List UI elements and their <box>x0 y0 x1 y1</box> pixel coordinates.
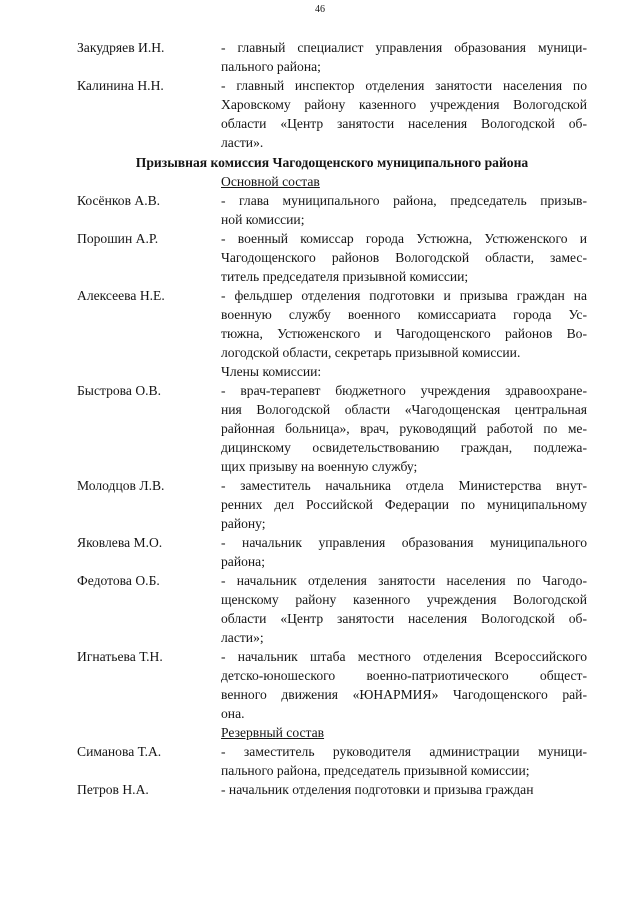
role-line: - фельдшер отделения подготовки и призыва граждан на <box>221 288 587 303</box>
members-heading: Члены комиссии: <box>221 364 322 379</box>
role-line: - врач-терапевт бюджетного учреждения здравоохране- <box>221 383 587 398</box>
role-line: пального района; <box>221 59 321 74</box>
role-line: щенскому району казенного учреждения Вологодской <box>221 592 587 607</box>
person-entry <box>77 533 587 571</box>
role-line: логодской области, секретарь призывной комиссии. <box>221 345 521 360</box>
person-entry <box>77 571 587 647</box>
person-name: Порошин А.Р. <box>77 231 159 246</box>
role-line: области «Центр занятости населения Вологодской об- <box>221 611 587 626</box>
page-number: 46 <box>315 4 325 15</box>
role-line: военную службу военного комиссариата города Ус- <box>221 307 587 322</box>
person-entry <box>77 476 587 533</box>
person-role <box>221 381 587 476</box>
role-line: - заместитель руководителя администрации муници- <box>221 744 587 759</box>
person-name: Закудряев И.Н. <box>77 40 165 55</box>
person-role <box>221 191 587 229</box>
role-line: ласти». <box>221 135 264 150</box>
role-line: пального района, председатель призывной комиссии; <box>221 763 530 778</box>
role-line: дицинскому освидетельствованию граждан, подлежа- <box>221 440 587 455</box>
person-role <box>221 286 587 362</box>
person-role <box>221 571 587 647</box>
role-line: - начальник отделения подготовки и призыва граждан <box>221 782 534 797</box>
top-entries <box>77 38 587 152</box>
role-line: - начальник отделения занятости населения по Чагодо- <box>221 573 587 588</box>
person-role <box>221 647 587 723</box>
role-line: - военный комиссар города Устюжна, Устюженского и <box>221 231 587 246</box>
person-name: Быстрова О.В. <box>77 383 162 398</box>
role-line: тюжна, Устюженского и Чагодощенского районов Во- <box>221 326 587 341</box>
role-line: ласти»; <box>221 630 264 645</box>
main-heading: Основной состав <box>221 174 320 189</box>
person-role <box>221 742 587 780</box>
person-entry <box>77 191 587 229</box>
role-line: ренних дел Российской Федерации по муниципальному <box>221 497 587 512</box>
person-name: Федотова О.Б. <box>77 573 160 588</box>
role-line: ной комиссии; <box>221 212 305 227</box>
role-line: - начальник штаба местного отделения Всероссийского <box>221 649 587 664</box>
person-role <box>221 780 587 799</box>
role-line: - начальник управления образования муниципального <box>221 535 587 550</box>
person-name: Яковлева М.О. <box>77 535 163 550</box>
role-line: района; <box>221 554 265 569</box>
role-line: - глава муниципального района, председатель призыв- <box>221 193 587 208</box>
person-entry <box>77 742 587 780</box>
role-line: титель председателя призывной комиссии; <box>221 269 469 284</box>
role-line: венного движения «ЮНАРМИЯ» Чагодощенского рай- <box>221 687 587 702</box>
role-line: Чагодощенского районов Вологодской области, замес- <box>221 250 587 265</box>
person-entry <box>77 229 587 286</box>
role-line: - главный инспектор отделения занятости населения по <box>221 78 587 93</box>
person-name: Петров Н.А. <box>77 782 149 797</box>
person-name: Алексеева Н.Е. <box>77 288 165 303</box>
role-line: щих призыву на военную службу; <box>221 459 418 474</box>
member-entries <box>77 381 587 723</box>
role-line: - главный специалист управления образования муници- <box>221 40 587 55</box>
person-entry <box>77 38 587 76</box>
person-role <box>221 533 587 571</box>
person-name: Молодцов Л.В. <box>77 478 165 493</box>
person-name: Калинина Н.Н. <box>77 78 164 93</box>
role-line: области «Центр занятости населения Вологодской об- <box>221 116 587 131</box>
person-entry <box>77 381 587 476</box>
person-entry <box>77 647 587 723</box>
person-role <box>221 476 587 533</box>
reserve-entries <box>77 742 587 799</box>
person-name: Косёнков А.В. <box>77 193 161 208</box>
person-entry <box>77 780 587 799</box>
person-role <box>221 76 587 152</box>
document-body <box>77 38 587 799</box>
person-role <box>221 38 587 76</box>
main-entries <box>77 191 587 362</box>
role-line: Харовскому району казенного учреждения Вологодской <box>221 97 587 112</box>
reserve-heading: Резервный состав <box>221 725 325 740</box>
role-line: - заместитель начальника отдела Министерства внут- <box>221 478 587 493</box>
role-line: району; <box>221 516 266 531</box>
person-role <box>221 229 587 286</box>
role-line: она. <box>221 706 245 721</box>
role-line: детско-юношеского военно-патриотического общест- <box>221 668 587 683</box>
person-name: Игнатьева Т.Н. <box>77 649 163 664</box>
person-entry <box>77 76 587 152</box>
person-name: Симанова Т.А. <box>77 744 162 759</box>
person-entry <box>77 286 587 362</box>
role-line: районная больница», врач, руководящий работой по ме- <box>221 421 587 436</box>
commission-title: Призывная комиссия Чагодощенского муниципального района <box>135 155 529 170</box>
role-line: ния Вологодской области «Чагодощенская центральная <box>221 402 587 417</box>
